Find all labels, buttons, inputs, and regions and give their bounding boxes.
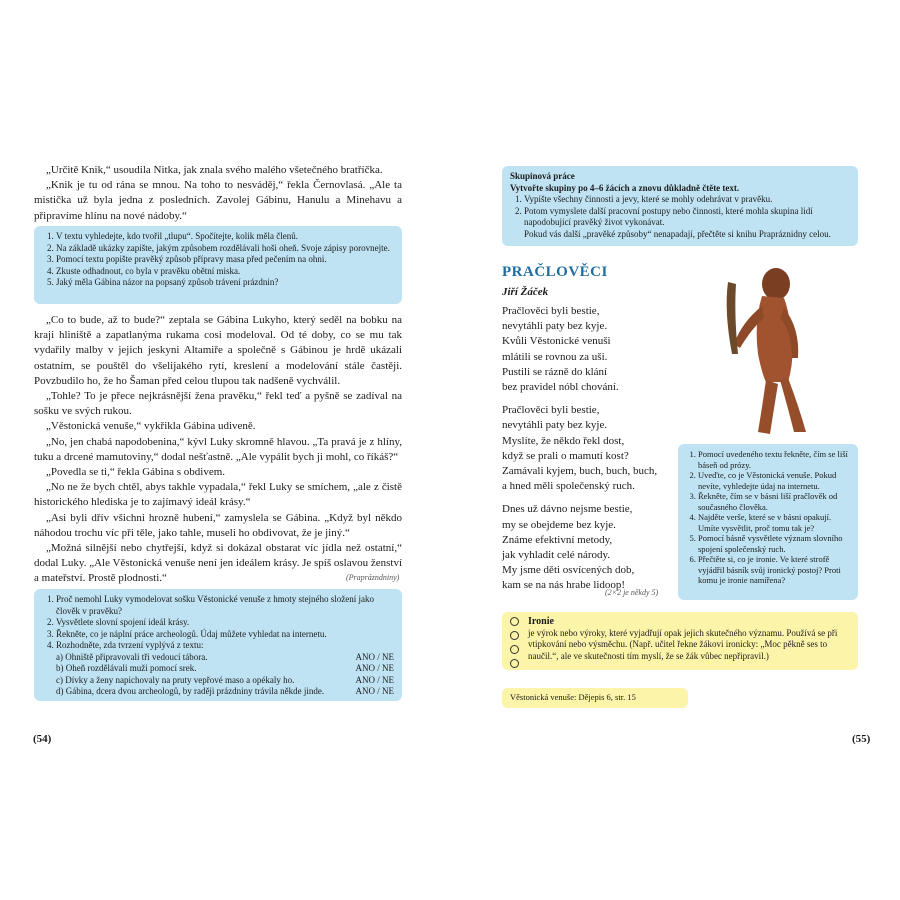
poem-line: kam se na nás hrabe lidoop! <box>502 579 626 592</box>
bullet-icon <box>510 659 519 668</box>
story-paragraph: „Možná silnější nebo chytřejší, když si dokázal obstarat víc jídla než ostatní,“ dodal Luky. „Ale Věstonická venuše není jen ideálem krásy. Je spíš oslavou ženství a mateřství. Prostě plodnosti.“ <box>34 542 403 585</box>
task-item: 4. Najděte verše, které se v básni opakují. Umíte vysvětlit, proč tomu tak je? <box>698 512 850 533</box>
bullet-icon <box>510 631 519 640</box>
story-paragraph: „Tohle? To je přece nejkrásnější žena pravěku,“ řekl teď a pyšně se zadíval na sošku ve svých rukou. <box>34 390 402 418</box>
statement-row <box>56 652 394 664</box>
poem-line: Kvůli Věstonické venuši <box>502 335 611 348</box>
poem-line: Pustili se rázně do klání <box>502 365 608 378</box>
right-page <box>450 0 900 900</box>
poem-source: (2×2 je někdy 5) <box>605 588 659 597</box>
story-paragraph: „Co to bude, až to bude?“ zeptala se Gábina Lukyho, který seděl na bobku na kraji hliniště a zapatlanýma rukama cosi modeloval. Od té doby, co se mu tak vydařily malby v jejich jeskyni Altamiře a společně s Gábinou je hrdě ukázali ostatním, se pouštěl do všelijakého rytí, kreslení a modelování stále častěji. Povzbudilo ho, že ho Šaman před celou tlupou tak nadšeně vychválil. <box>34 314 402 387</box>
story-text <box>34 313 402 587</box>
irony-box <box>502 612 858 670</box>
poem-line: Pračlověci byli bestie, <box>502 305 600 317</box>
task-item: 1. V textu vyhledejte, kdo tvořil „tlupu“. Spočítejte, kolik měla členů. <box>56 231 394 243</box>
irony-definition: je výrok nebo výroky, které vyjadřují opak jejich skutečného významu. Používá se při vtipkování nebo výsměchu. (Např. učitel řekne žákovi ironicky: „Moc pěkně ses to naučil.“, ale ve skutečnosti tím myslí, že se žák vůbec nepřipravil.) <box>528 627 838 661</box>
story-source: (Praprázndniny) <box>346 573 400 582</box>
task-item: 6. Přečtěte si, co je ironie. Ve které strofě vyjádřil básník svůj ironický postoj? Proti komu je ironie namířena? <box>698 554 850 586</box>
statement-row <box>56 686 394 698</box>
poem-stanza <box>502 304 657 395</box>
poem-line: nevytáhli paty bez kyje. <box>502 320 608 333</box>
story-paragraph: „Asi byli dřív všichni hrozně hubení,“ zamyslela se Gábina. „Když byl někdo náhodou trochu víc při těle, jako tahle, museli ho obdivovat, že je jiný.“ <box>34 511 402 539</box>
bullet-column <box>510 617 523 668</box>
reference-box: Věstonická venuše: Dějepis 6, str. 15 <box>502 688 688 708</box>
ano-ne-choice[interactable]: ANO / NE <box>355 663 394 673</box>
story-paragraph: „Povedla se ti,“ řekla Gábina s obdivem. <box>46 466 226 479</box>
poem-line: jak vyhladit celé národy. <box>502 549 611 562</box>
poem-line: nevytáhli paty bez kyje. <box>502 419 608 432</box>
poem <box>502 304 657 602</box>
bullet-icon <box>510 645 519 654</box>
task-item: 5. Pomocí básně vysvětlete význam slovního spojení společenský ruch. <box>698 533 850 554</box>
task-item: 1. Pomocí uvedeného textu řekněte, čím se liší báseň od prózy. <box>698 449 850 470</box>
poem-line: Myslíte, že někdo řekl dost, <box>502 434 625 447</box>
poem-line: a hned měli společenský ruch. <box>502 480 635 493</box>
group-item: 2. Potom vymyslete další pracovní postupy nebo činnosti, které mohla skupina lidí napodobující pravěký život vykonávat. <box>524 206 850 229</box>
statement-row <box>56 663 394 675</box>
poem-title: PRAČLOVĚCI <box>502 264 608 280</box>
poem-line: Známe efektivní metody, <box>502 533 613 546</box>
poem-stanza <box>502 502 657 593</box>
task-item: 4. Zkuste odhadnout, co byla v pravěku obětní miska. <box>56 266 394 278</box>
task-item: 2. Vysvětlete slovní spojení ideál krásy. <box>56 617 394 629</box>
story-paragraph: „Věstonická venuše,“ vykřikla Gábina udiveně. <box>46 420 256 433</box>
group-item: 1. Vypište všechny činnosti a jevy, které se mohly odehrávat v pravěku. <box>524 194 850 206</box>
irony-title: Ironie <box>528 616 554 627</box>
task-item: 2. Na základě ukázky zapište, jakým způsobem rozdělávali hoši oheň. Svoje zápisy porovnejte. <box>56 243 394 255</box>
poem-line: bez pravidel nóbl chování. <box>502 381 619 394</box>
poem-tasks-box <box>678 444 858 600</box>
poem-line: Dnes už dávno nejsme bestie, <box>502 503 633 516</box>
poem-line: Pračlověci byli bestie, <box>502 404 600 417</box>
task-item: 1. Proč nemohl Luky vymodelovat sošku Věstonické venuše z hmoty stejného složení jako člověk v pravěku? <box>56 594 394 617</box>
page-number: (55) <box>852 733 871 745</box>
intro-paragraph: „Určitě Knik,“ usoudila Nitka, jak znala svého malého všetečného bratříčka. <box>46 164 383 176</box>
group-work-subtitle: Vytvořte skupiny po 4–6 žácích a znovu důkladně čtěte text. <box>510 182 740 193</box>
group-work-title: Skupinová práce <box>510 171 575 181</box>
tasks-box-1 <box>34 226 402 304</box>
statement-text: d) Gábina, dcera dvou archeologů, by raději prázdniny trávila někde jinde. <box>56 686 325 696</box>
task-item: 2. Uveďte, co je Věstonická venuše. Pokud nevíte, vyhledejte údaj na internetu. <box>698 470 850 491</box>
poem-line: mlátili se rovnou za uši. <box>502 350 608 363</box>
ano-ne-choice[interactable]: ANO / NE <box>355 651 394 662</box>
poem-line: když se prali o mamutí kost? <box>502 449 629 462</box>
poem-line: My jsme děti osvícených dob, <box>502 564 635 577</box>
group-note: Pokud vás další „pravěké způsoby“ nenapadají, přečtěte si knihu Prapráznidny celou. <box>524 228 831 239</box>
poem-line: my se obejdeme bez kyje. <box>502 518 616 531</box>
intro-paragraph: „Knik je tu od rána se mnou. Na toho to nesváděj,“ řekla Černovlasá. „Ale ta mistička už byla jedna z posledních. Zavolej Gábinu, Hanulu a Minehavu a připravíme hlínu na nové nádoby.“ <box>34 179 402 222</box>
ano-ne-choice[interactable]: ANO / NE <box>355 674 394 685</box>
statement-text: c) Dívky a ženy napichovaly na pruty vepřové maso a opékaly ho. <box>56 674 295 685</box>
task-item <box>56 640 394 698</box>
poem-author: Jiří Žáček <box>502 286 549 298</box>
statement-text: b) Oheň rozdělávali muži pomocí srek. <box>56 663 197 673</box>
page-number: (54) <box>33 733 52 745</box>
tasks-box-2 <box>34 589 402 701</box>
task-item: 3. Řekněte, čím se v básni liší pračlověk od současného člověka. <box>698 491 850 512</box>
task-item: 3. Řekněte, co je náplní práce archeologů. Údaj můžete vyhledat na internetu. <box>56 629 394 641</box>
poem-line: Zamávali kyjem, buch, buch, buch, <box>502 465 658 478</box>
task-item: 3. Pomocí textu popište pravěký způsob přípravy masa před pečením na ohni. <box>56 254 394 266</box>
statement-text: a) Ohniště připravovali tři vedoucí tábora. <box>56 651 208 662</box>
poem-stanza <box>502 403 657 494</box>
task-text: Rozhodněte, zda tvrzení vyplývá z textu: <box>56 640 204 650</box>
bullet-icon <box>510 617 519 626</box>
statement-row <box>56 675 394 687</box>
story-paragraph: „No ne že bych chtěl, abys takhle vypadala,“ řekl Luky se smíchem, „ale z čistě historického hlediska je to zajímavý ideál krásy.“ <box>34 481 402 509</box>
ano-ne-choice[interactable]: ANO / NE <box>355 686 394 696</box>
task-item: 5. Jaký měla Gábina názor na popsaný způsob trávení prázdnin? <box>56 277 394 289</box>
intro-text <box>34 163 402 224</box>
group-work-box <box>502 166 858 246</box>
caveman-illustration <box>718 262 822 440</box>
story-paragraph: „No, jen chabá napodobenina,“ kývl Luky skromně hlavou. „Ta pravá je z hlíny, tuku a drcené mamutoviny,“ dodal nešťastně. „Ale vypálit bych ji mohl, co říkáš?“ <box>34 435 402 463</box>
